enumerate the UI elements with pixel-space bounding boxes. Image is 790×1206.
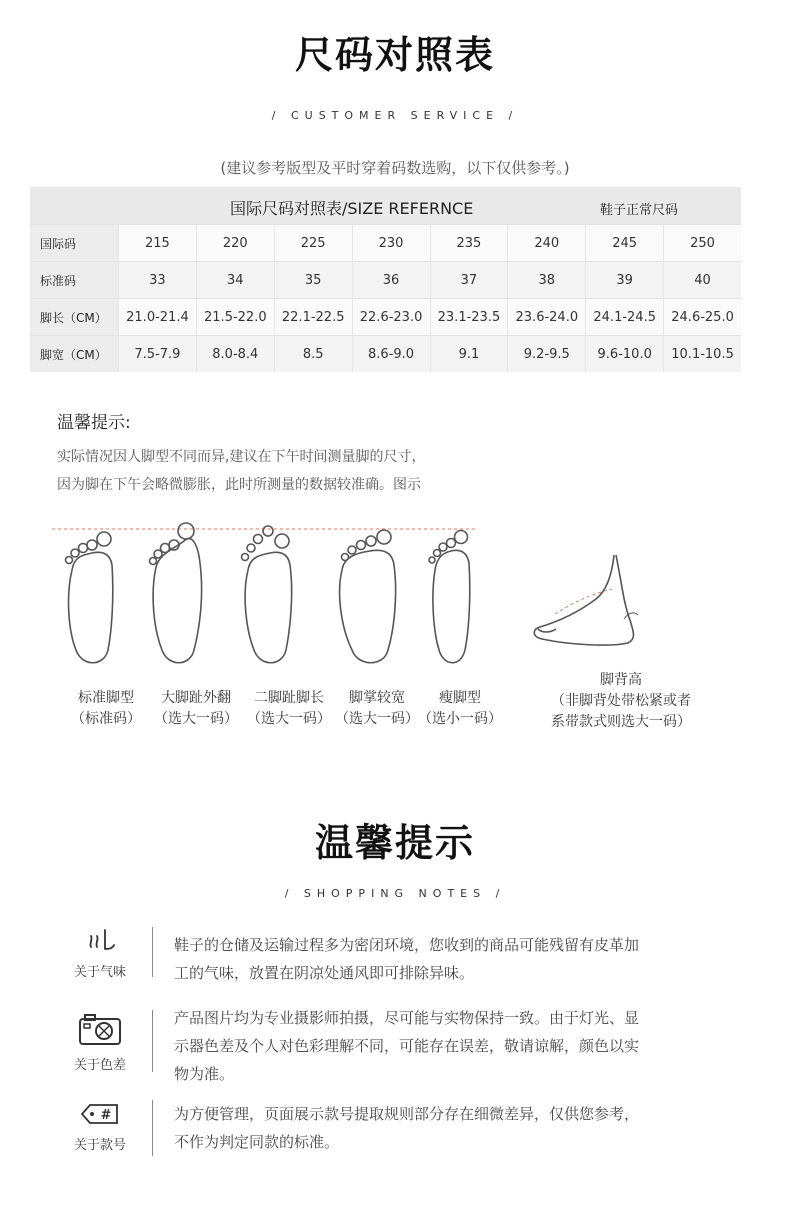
table-cell: 38 <box>507 262 585 298</box>
table-cell: 230 <box>352 225 430 261</box>
row-header: 脚宽（CM） <box>30 336 118 372</box>
table-cell: 240 <box>507 225 585 261</box>
table-cell: 250 <box>663 225 741 261</box>
table-cell: 8.0-8.4 <box>196 336 274 372</box>
smell-icon <box>83 927 117 953</box>
note-smell-label: 关于气味 <box>73 965 126 980</box>
table-row <box>30 335 741 372</box>
tips-line-1: 实际情况因人脚型不同而异,建议在下午时间测量脚的尺寸， <box>57 449 426 465</box>
page-title: 尺码对照表 <box>294 33 495 77</box>
foot-type-wide: 脚掌较宽 （选大一码） <box>335 690 419 727</box>
tips-line-2: 因为脚在下午会略微膨胀，此时所测量的数据较准确。图示 <box>57 477 421 493</box>
table-row <box>30 261 741 298</box>
shopping-notes-subtitle: / SHOPPING NOTES / <box>284 887 506 900</box>
table-cell: 37 <box>430 262 508 298</box>
table-cell: 7.5-7.9 <box>118 336 196 372</box>
foot-type-standard: 标准脚型 （标准码） <box>71 690 141 727</box>
table-cell: 24.6-25.0 <box>663 299 741 335</box>
table-cell: 23.6-24.0 <box>507 299 585 335</box>
table-row <box>30 298 741 335</box>
row-header: 国际码 <box>30 225 118 261</box>
foot-bunion-icon <box>150 523 202 663</box>
table-cell: 220 <box>196 225 274 261</box>
table-cell: 215 <box>118 225 196 261</box>
foot-wide-icon <box>340 530 396 663</box>
table-cell: 9.1 <box>430 336 508 372</box>
note-style-number <box>60 1098 740 1162</box>
table-cell: 36 <box>352 262 430 298</box>
table-cell: 245 <box>585 225 663 261</box>
note-smell <box>60 925 740 985</box>
note-color <box>60 1004 740 1094</box>
note-divider <box>152 927 153 977</box>
note-style-number-text: 为方便管理，页面展示款号提取规则部分存在细微差异，仅供您参考， 不作为判定同款的标准。 <box>174 1105 640 1151</box>
note-divider <box>152 1100 153 1156</box>
svg-text:#: # <box>100 1108 112 1123</box>
table-side-header: 鞋子正常尺码 <box>600 203 679 218</box>
table-cell: 22.6-23.0 <box>352 299 430 335</box>
table-cell: 34 <box>196 262 274 298</box>
size-table <box>30 187 741 372</box>
shopping-notes-title: 温馨提示 <box>314 821 475 865</box>
table-main-header: 国际尺码对照表/SIZE REFERNCE <box>230 199 474 218</box>
table-header <box>30 187 741 224</box>
table-cell: 21.5-22.0 <box>196 299 274 335</box>
table-cell: 22.1-22.5 <box>274 299 352 335</box>
foot-type-narrow: 瘦脚型 （选小一码） <box>418 690 502 727</box>
tips-label: 温馨提示: <box>57 413 131 433</box>
table-cell: 33 <box>118 262 196 298</box>
page-subtitle: / CUSTOMER SERVICE / <box>271 109 519 122</box>
note-color-label: 关于色差 <box>73 1058 126 1073</box>
foot-type-second-toe: 二脚趾脚长 （选大一码） <box>247 690 331 727</box>
row-header: 脚长（CM） <box>30 299 118 335</box>
foot-long-second-toe-icon <box>242 526 292 663</box>
table-cell: 40 <box>663 262 741 298</box>
table-cell: 35 <box>274 262 352 298</box>
table-cell: 9.6-10.0 <box>585 336 663 372</box>
foot-narrow-icon <box>429 531 470 663</box>
note-style-number-label: 关于款号 <box>73 1138 126 1153</box>
table-cell: 225 <box>274 225 352 261</box>
foot-standard-icon <box>66 532 113 663</box>
note-smell-text: 鞋子的仓储及运输过程多为密闭环境，您收到的商品可能残留有皮革加 工的气味，放置在阴凉处通风即可排除异味。 <box>174 936 640 982</box>
table-cell: 21.0-21.4 <box>118 299 196 335</box>
foot-illustrations <box>0 515 790 685</box>
table-cell: 9.2-9.5 <box>507 336 585 372</box>
note-divider <box>152 1010 153 1072</box>
table-row <box>30 224 741 261</box>
table-cell: 8.6-9.0 <box>352 336 430 372</box>
foot-type-high-arch: 脚背高 （非脚背处带松紧或者 系带款式则选大一码） <box>551 672 691 730</box>
table-cell: 23.1-23.5 <box>430 299 508 335</box>
arch-guide-line <box>555 589 612 614</box>
camera-icon <box>77 1012 123 1046</box>
reference-note: (建议参考版型及平时穿着码数选购，以下仅供参考。) <box>220 159 570 177</box>
table-cell: 235 <box>430 225 508 261</box>
table-cell: 10.1-10.5 <box>663 336 741 372</box>
row-header: 标准码 <box>30 262 118 298</box>
foot-type-bunion: 大脚趾外翻 （选大一码） <box>154 690 238 727</box>
note-color-text: 产品图片均为专业摄影师拍摄，尽可能与实物保持一致。由于灯光、显 示器色差及个人对色彩理解不同，可能存在误差，敬请谅解，颜色以实 物为准。 <box>174 1009 640 1083</box>
table-cell: 8.5 <box>274 336 352 372</box>
tag-icon <box>80 1102 120 1126</box>
foot-high-arch-icon <box>534 555 638 645</box>
table-cell: 24.1-24.5 <box>585 299 663 335</box>
table-cell: 39 <box>585 262 663 298</box>
